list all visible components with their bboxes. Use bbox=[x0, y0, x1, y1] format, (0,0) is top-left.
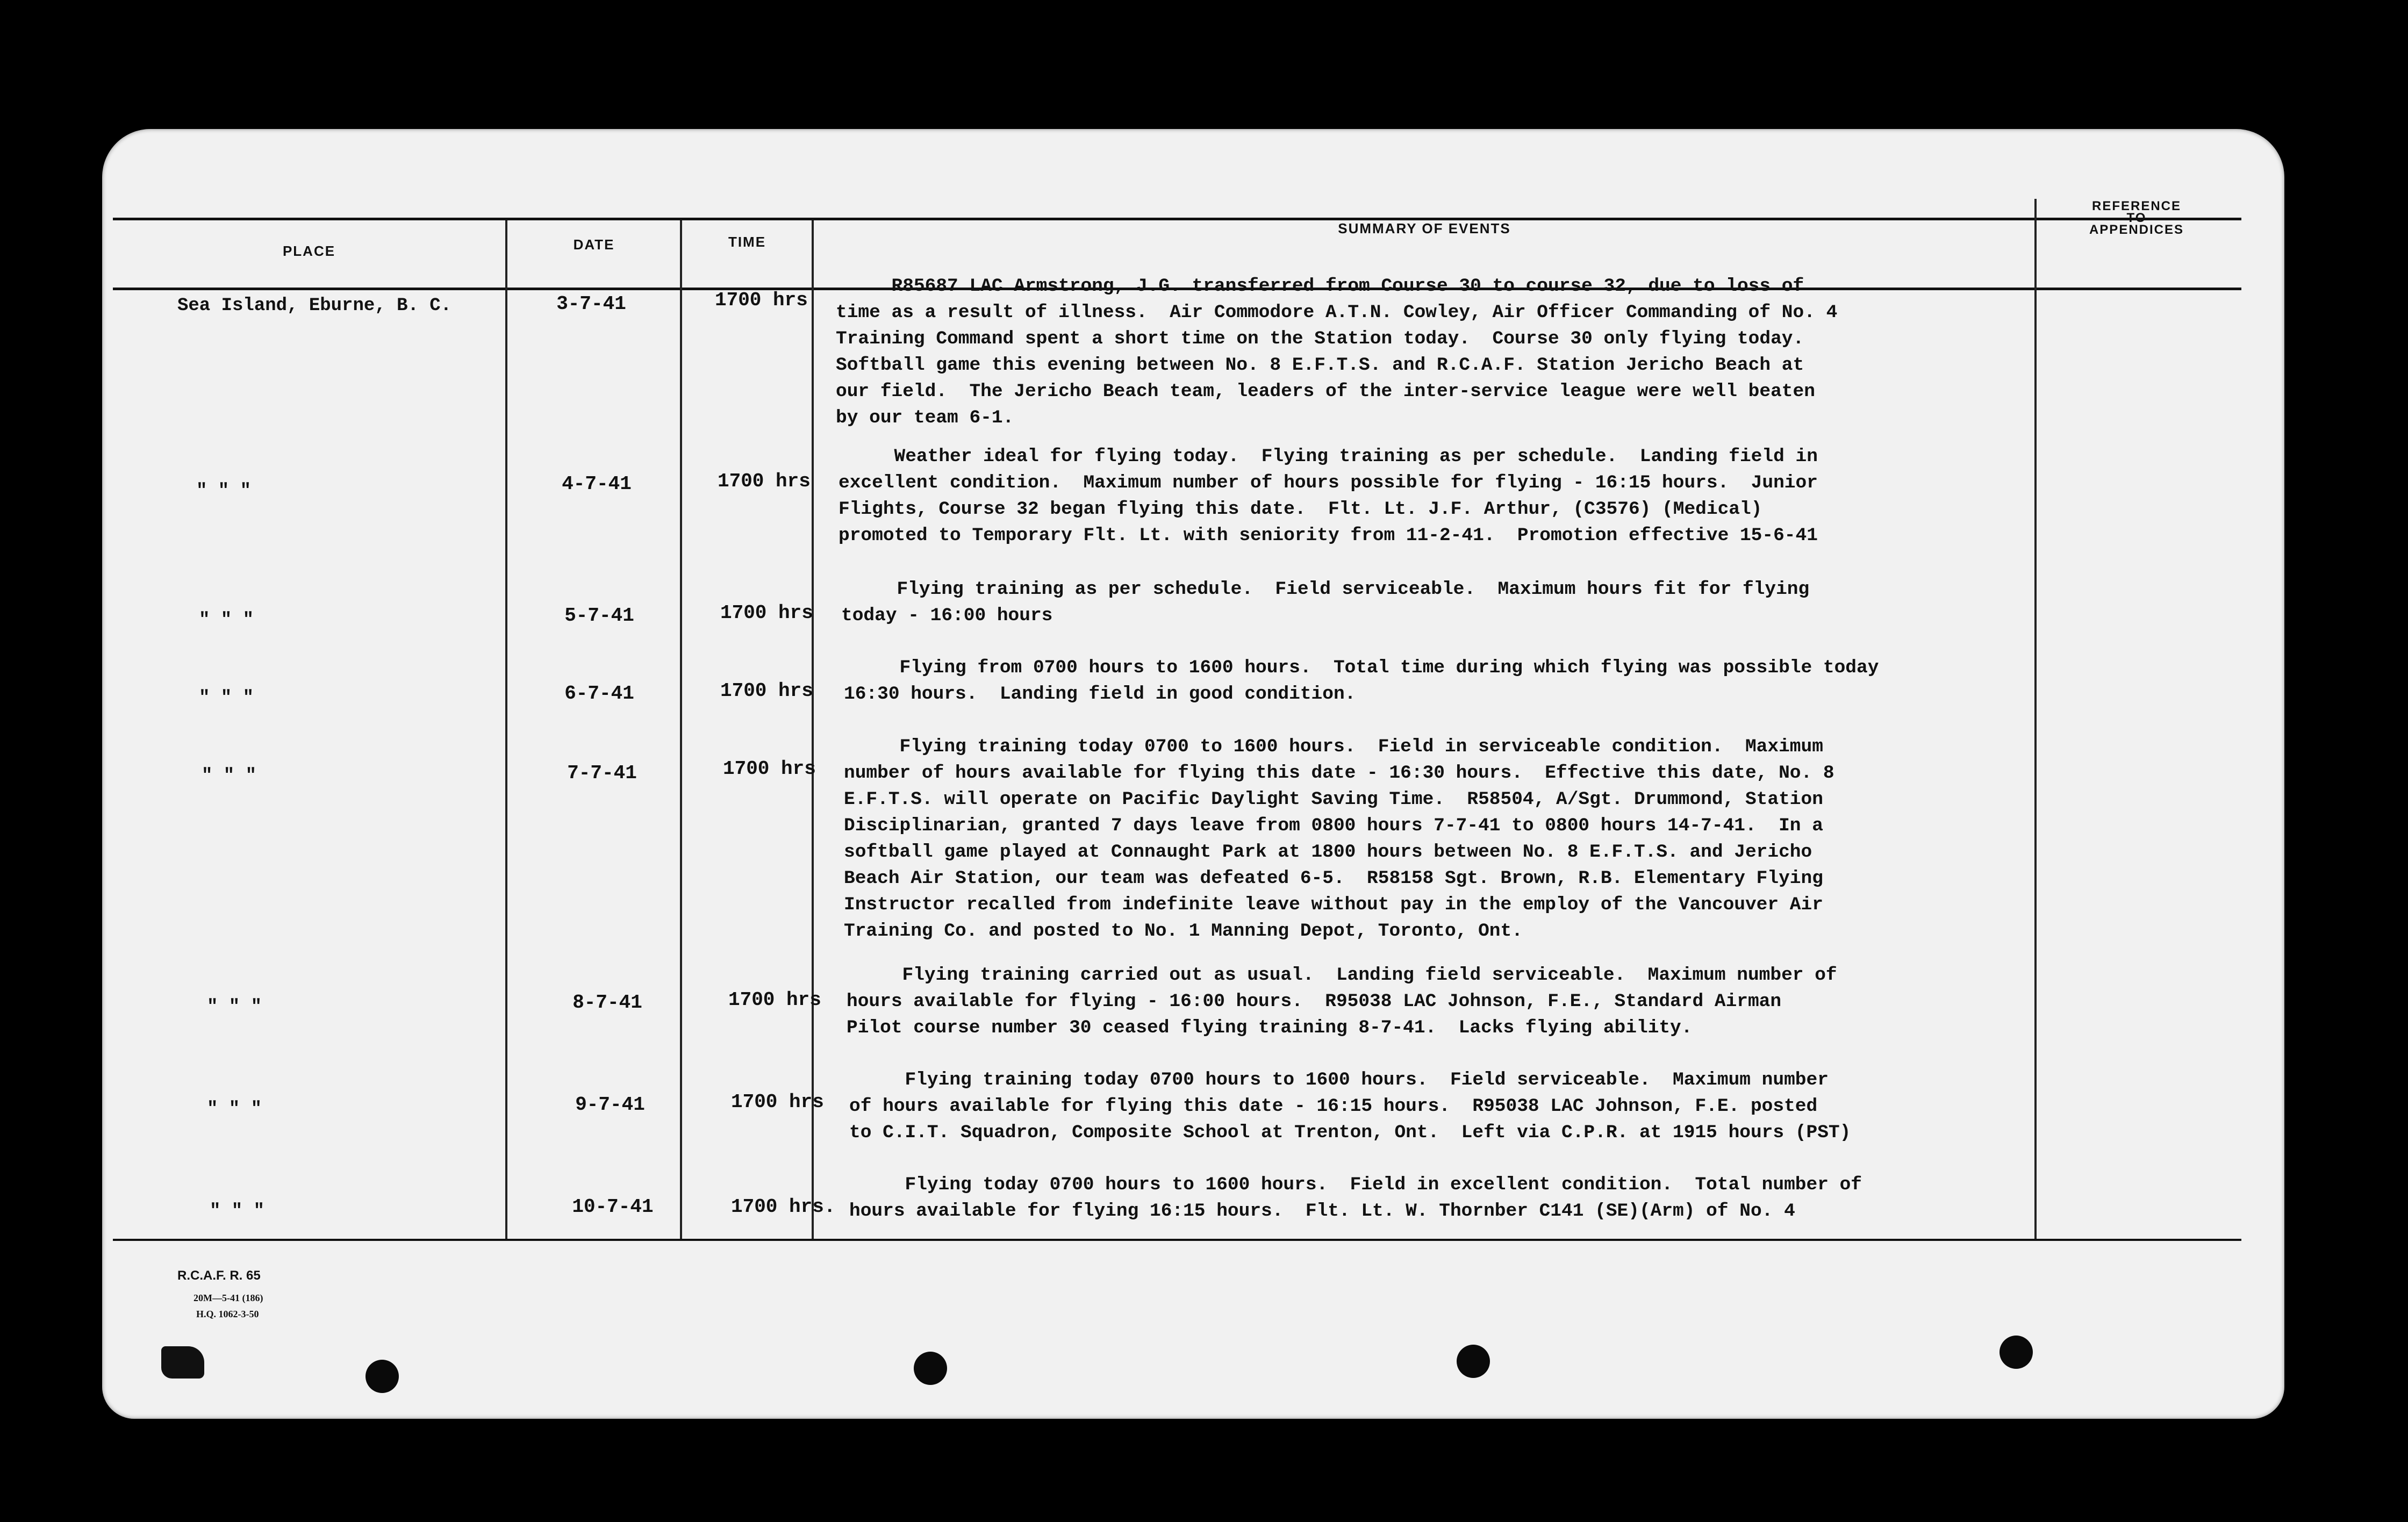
header-date: DATE bbox=[573, 236, 615, 253]
print-code-line-1: 20M—5-41 (186) bbox=[194, 1293, 263, 1303]
ink-blot bbox=[161, 1346, 204, 1379]
entry-time: 1700 hrs bbox=[718, 470, 811, 492]
entry-place: " " " bbox=[202, 766, 257, 786]
form-number: R.C.A.F. R. 65 bbox=[177, 1268, 261, 1283]
punch-hole bbox=[914, 1352, 947, 1385]
entry-date: 4-7-41 bbox=[562, 473, 632, 495]
entry-summary: Weather ideal for flying today. Flying training as per schedule. Landing field in excellent condition. Maximum number of hours possible for flying - 16:15 hours. Junior Flights, Course 32 began flying this date. Flt. Lt. J.F. Arthur, (C3576) (Medical) promoted to Temporary Flt. Lt. with seniority from 11-2-41. Promotion effective 15-6-41 bbox=[838, 446, 1818, 546]
entry-time: 1700 hrs bbox=[728, 989, 821, 1011]
column-rule-time bbox=[812, 220, 814, 1239]
column-rule-place bbox=[505, 220, 507, 1239]
punch-hole bbox=[1457, 1345, 1490, 1378]
entry-summary: Flying training today 0700 hours to 1600 hours. Field serviceable. Maximum number of hours available for flying this date - 16:15 hours. R95038 LAC Johnson, F.E. posted to C.I.T. Squadron, Composite School at Trenton, Ont. Left via C.P.R. at 1915 hours (PST) bbox=[849, 1069, 1851, 1143]
entry-date: 5-7-41 bbox=[564, 605, 634, 627]
entry-summary: R85687 LAC Armstrong, J.G. transferred from Course 30 to course 32, due to loss of time as a result of illness. Air Commodore A.T.N. Cowley, Air Officer Commanding of No. 4 Training Command spent a short time on the Station today. Course 30 only flying today. Softball game this evening between No. 8 E.F.T.S. and R.C.A.F. Station Jericho Beach at our field. The Jericho Beach team, leaders of the inter-service league were well beaten by our team 6-1. bbox=[836, 276, 1838, 428]
entry-time: 1700 hrs bbox=[720, 602, 813, 624]
header-time: TIME bbox=[728, 234, 766, 250]
entry-summary: Flying from 0700 hours to 1600 hours. Total time during which flying was possible today 16:30 hours. Landing field in good condition. bbox=[844, 657, 1879, 705]
entry-time: 1700 hrs. bbox=[731, 1196, 836, 1218]
punch-hole bbox=[2000, 1336, 2033, 1369]
bottom-rule bbox=[113, 1239, 2241, 1241]
entry-summary: Flying training carried out as usual. Landing field serviceable. Maximum number of hours available for flying - 16:00 hours. R95038 LAC Johnson, F.E., Standard Airman Pilot course number 30 ceased flying training 8-7-41. Lacks flying ability. bbox=[847, 965, 1837, 1038]
entry-place: " " " bbox=[207, 1099, 262, 1119]
header-reference: REFERENCE TO APPENDICES bbox=[2089, 199, 2184, 237]
entry-date: 8-7-41 bbox=[572, 992, 642, 1014]
entry-date: 10-7-41 bbox=[572, 1196, 654, 1218]
entry-place: Sea Island, Eburne, B. C. bbox=[177, 296, 452, 316]
entry-date: 9-7-41 bbox=[575, 1094, 645, 1116]
entry-time: 1700 hrs bbox=[715, 289, 808, 311]
entry-date: 7-7-41 bbox=[567, 762, 637, 784]
entry-place: " " " bbox=[207, 997, 262, 1017]
diary-form-card bbox=[102, 129, 2284, 1419]
entry-summary: Flying today 0700 hours to 1600 hours. Field in excellent condition. Total number of hours available for flying 16:15 hours. Flt. Lt. W. Thornber C141 (SE)(Arm) of No. 4 bbox=[849, 1174, 1862, 1222]
entry-place: " " " bbox=[199, 688, 254, 708]
column-rule-date bbox=[680, 220, 682, 1239]
entry-time: 1700 hrs bbox=[720, 680, 813, 702]
entry-summary: Flying training as per schedule. Field serviceable. Maximum hours fit for flying today - 16:00 hours bbox=[841, 579, 1810, 626]
header-summary: SUMMARY OF EVENTS bbox=[1338, 220, 1511, 236]
entry-place: " " " bbox=[196, 481, 252, 501]
entry-time: 1700 hrs bbox=[731, 1091, 824, 1113]
entry-place: " " " bbox=[199, 610, 254, 630]
entry-place: " " " bbox=[210, 1201, 265, 1222]
print-code-line-2: H.Q. 1062-3-50 bbox=[196, 1309, 259, 1319]
header-place: PLACE bbox=[282, 243, 336, 259]
entry-summary: Flying training today 0700 to 1600 hours. Field in serviceable condition. Maximum number of hours available for flying this date - 16:30 hours. Effective this date, No. 8 E.F.T.S. will operate on Pacific Daylight Saving Time. R58504, A/Sgt. Drummond, Station Disciplinarian, granted 7 days leave from 0800 hours 7-7-41 to 0800 hours 14-7-41. In a softball game played at Connaught Park at 1800 hours between No. 8 E.F.T.S. and Jericho Beach Air Station, our team was defeated 6-5. R58158 Sgt. Brown, R.B. Elementary Flying Instructor recalled from indefinite leave without pay in the employ of the Vancouver Air Training Co. and posted to No. 1 Manning Depot, Toronto, Ont. bbox=[844, 736, 1834, 942]
entry-date: 6-7-41 bbox=[564, 683, 634, 705]
entry-time: 1700 hrs bbox=[723, 758, 816, 780]
column-rule-summary bbox=[2034, 199, 2037, 1239]
punch-hole bbox=[366, 1360, 399, 1393]
entry-date: 3-7-41 bbox=[556, 293, 626, 315]
